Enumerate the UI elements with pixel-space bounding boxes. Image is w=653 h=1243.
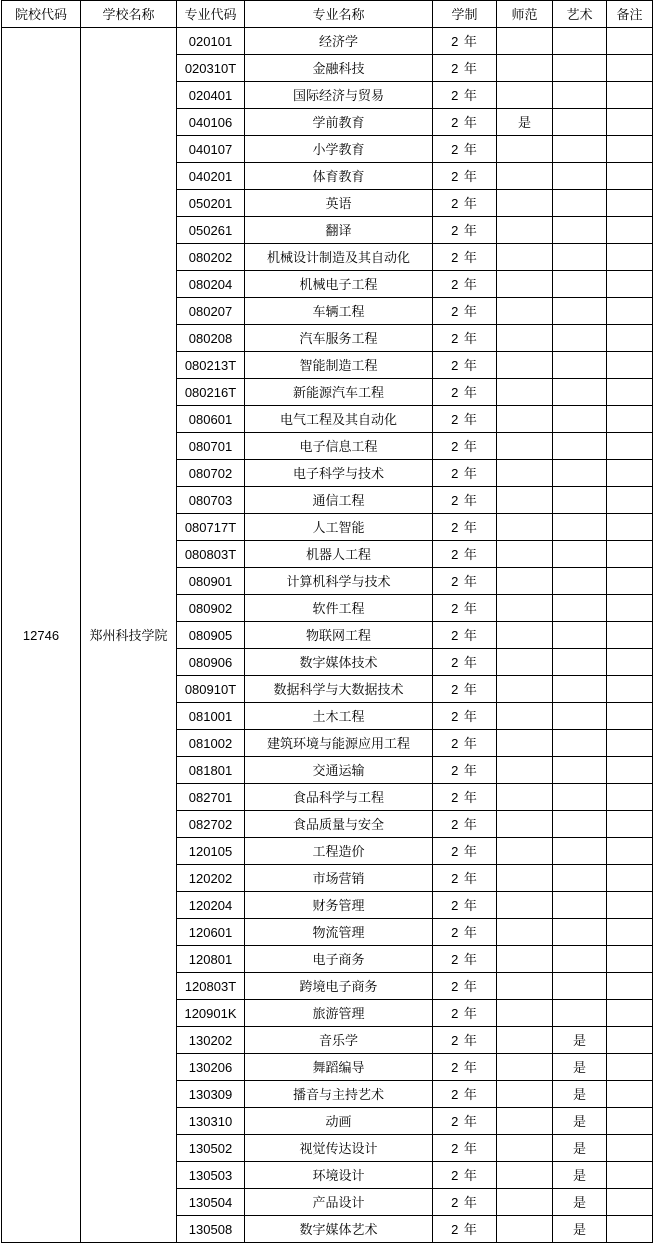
normal-education-cell <box>497 811 553 838</box>
study-length-cell: 2 年 <box>433 1162 497 1189</box>
art-cell <box>553 1000 607 1027</box>
major-name-cell: 数据科学与大数据技术 <box>245 676 433 703</box>
study-length-cell: 2 年 <box>433 1189 497 1216</box>
major-code-cell: 130503 <box>177 1162 245 1189</box>
normal-education-cell <box>497 217 553 244</box>
art-cell <box>553 109 607 136</box>
art-cell <box>553 622 607 649</box>
normal-education-cell <box>497 973 553 1000</box>
study-length-cell: 2 年 <box>433 622 497 649</box>
major-name-cell: 物流管理 <box>245 919 433 946</box>
header-art: 艺术 <box>553 1 607 28</box>
normal-education-cell <box>497 136 553 163</box>
header-major-code: 专业代码 <box>177 1 245 28</box>
remark-cell <box>607 892 653 919</box>
study-length-cell: 2 年 <box>433 838 497 865</box>
header-study-length: 学制 <box>433 1 497 28</box>
major-code-cell: 040201 <box>177 163 245 190</box>
header-remark: 备注 <box>607 1 653 28</box>
major-code-cell: 040107 <box>177 136 245 163</box>
remark-cell <box>607 379 653 406</box>
major-name-cell: 播音与主持艺术 <box>245 1081 433 1108</box>
remark-cell <box>607 1054 653 1081</box>
major-code-cell: 120204 <box>177 892 245 919</box>
normal-education-cell <box>497 703 553 730</box>
study-length-cell: 2 年 <box>433 1027 497 1054</box>
art-cell <box>553 838 607 865</box>
major-code-cell: 130309 <box>177 1081 245 1108</box>
art-cell <box>553 919 607 946</box>
major-code-cell: 020401 <box>177 82 245 109</box>
study-length-cell: 2 年 <box>433 136 497 163</box>
major-code-cell: 080703 <box>177 487 245 514</box>
normal-education-cell <box>497 892 553 919</box>
art-cell <box>553 865 607 892</box>
study-length-cell: 2 年 <box>433 568 497 595</box>
art-cell <box>553 325 607 352</box>
major-name-cell: 国际经济与贸易 <box>245 82 433 109</box>
normal-education-cell <box>497 244 553 271</box>
remark-cell <box>607 28 653 55</box>
remark-cell <box>607 82 653 109</box>
study-length-cell: 2 年 <box>433 649 497 676</box>
art-cell: 是 <box>553 1189 607 1216</box>
study-length-cell: 2 年 <box>433 676 497 703</box>
normal-education-cell <box>497 595 553 622</box>
study-length-cell: 2 年 <box>433 1216 497 1243</box>
art-cell <box>553 163 607 190</box>
major-name-cell: 电子信息工程 <box>245 433 433 460</box>
art-cell <box>553 352 607 379</box>
major-code-cell: 081001 <box>177 703 245 730</box>
art-cell <box>553 730 607 757</box>
art-cell <box>553 757 607 784</box>
art-cell <box>553 487 607 514</box>
art-cell <box>553 784 607 811</box>
major-code-cell: 040106 <box>177 109 245 136</box>
normal-education-cell <box>497 649 553 676</box>
remark-cell <box>607 973 653 1000</box>
major-name-cell: 数字媒体艺术 <box>245 1216 433 1243</box>
study-length-cell: 2 年 <box>433 919 497 946</box>
table-row <box>2 28 653 55</box>
remark-cell <box>607 217 653 244</box>
normal-education-cell: 是 <box>497 109 553 136</box>
normal-education-cell <box>497 406 553 433</box>
art-cell <box>553 379 607 406</box>
major-name-cell: 电子商务 <box>245 946 433 973</box>
normal-education-cell <box>497 352 553 379</box>
remark-cell <box>607 487 653 514</box>
major-name-cell: 小学教育 <box>245 136 433 163</box>
study-length-cell: 2 年 <box>433 757 497 784</box>
study-length-cell: 2 年 <box>433 703 497 730</box>
major-name-cell: 经济学 <box>245 28 433 55</box>
remark-cell <box>607 1081 653 1108</box>
major-code-cell: 080213T <box>177 352 245 379</box>
major-name-cell: 财务管理 <box>245 892 433 919</box>
major-name-cell: 机械设计制造及其自动化 <box>245 244 433 271</box>
major-code-cell: 080701 <box>177 433 245 460</box>
study-length-cell: 2 年 <box>433 541 497 568</box>
major-code-cell: 130206 <box>177 1054 245 1081</box>
major-code-cell: 081801 <box>177 757 245 784</box>
remark-cell <box>607 352 653 379</box>
normal-education-cell <box>497 784 553 811</box>
art-cell <box>553 568 607 595</box>
art-cell <box>553 649 607 676</box>
major-code-cell: 080905 <box>177 622 245 649</box>
major-name-cell: 旅游管理 <box>245 1000 433 1027</box>
major-code-cell: 080601 <box>177 406 245 433</box>
major-name-cell: 计算机科学与技术 <box>245 568 433 595</box>
remark-cell <box>607 838 653 865</box>
art-cell <box>553 271 607 298</box>
major-code-cell: 080906 <box>177 649 245 676</box>
major-name-cell: 通信工程 <box>245 487 433 514</box>
normal-education-cell <box>497 433 553 460</box>
major-code-cell: 120601 <box>177 919 245 946</box>
header-major-name: 专业名称 <box>245 1 433 28</box>
major-code-cell: 080910T <box>177 676 245 703</box>
art-cell: 是 <box>553 1054 607 1081</box>
art-cell <box>553 190 607 217</box>
art-cell <box>553 811 607 838</box>
remark-cell <box>607 460 653 487</box>
major-code-cell: 120801 <box>177 946 245 973</box>
major-code-cell: 130310 <box>177 1108 245 1135</box>
header-school-name: 学校名称 <box>81 1 177 28</box>
remark-cell <box>607 919 653 946</box>
major-code-cell: 130502 <box>177 1135 245 1162</box>
major-name-cell: 食品科学与工程 <box>245 784 433 811</box>
study-length-cell: 2 年 <box>433 271 497 298</box>
art-cell: 是 <box>553 1108 607 1135</box>
study-length-cell: 2 年 <box>433 190 497 217</box>
study-length-cell: 2 年 <box>433 892 497 919</box>
normal-education-cell <box>497 460 553 487</box>
study-length-cell: 2 年 <box>433 1135 497 1162</box>
art-cell <box>553 946 607 973</box>
normal-education-cell <box>497 514 553 541</box>
normal-education-cell <box>497 1081 553 1108</box>
remark-cell <box>607 1162 653 1189</box>
art-cell: 是 <box>553 1162 607 1189</box>
art-cell <box>553 514 607 541</box>
study-length-cell: 2 年 <box>433 298 497 325</box>
normal-education-cell <box>497 1108 553 1135</box>
remark-cell <box>607 298 653 325</box>
major-code-cell: 082702 <box>177 811 245 838</box>
remark-cell <box>607 109 653 136</box>
art-cell <box>553 460 607 487</box>
remark-cell <box>607 784 653 811</box>
study-length-cell: 2 年 <box>433 784 497 811</box>
study-length-cell: 2 年 <box>433 460 497 487</box>
normal-education-cell <box>497 325 553 352</box>
remark-cell <box>607 271 653 298</box>
major-code-cell: 080216T <box>177 379 245 406</box>
remark-cell <box>607 1027 653 1054</box>
normal-education-cell <box>497 1216 553 1243</box>
remark-cell <box>607 1108 653 1135</box>
remark-cell <box>607 1135 653 1162</box>
art-cell <box>553 406 607 433</box>
major-name-cell: 工程造价 <box>245 838 433 865</box>
art-cell <box>553 217 607 244</box>
major-code-cell: 080208 <box>177 325 245 352</box>
major-name-cell: 舞蹈编导 <box>245 1054 433 1081</box>
major-name-cell: 汽车服务工程 <box>245 325 433 352</box>
major-code-cell: 080717T <box>177 514 245 541</box>
major-name-cell: 学前教育 <box>245 109 433 136</box>
art-cell <box>553 973 607 1000</box>
study-length-cell: 2 年 <box>433 55 497 82</box>
normal-education-cell <box>497 838 553 865</box>
remark-cell <box>607 811 653 838</box>
remark-cell <box>607 406 653 433</box>
normal-education-cell <box>497 379 553 406</box>
art-cell <box>553 55 607 82</box>
study-length-cell: 2 年 <box>433 730 497 757</box>
study-length-cell: 2 年 <box>433 1108 497 1135</box>
remark-cell <box>607 190 653 217</box>
major-code-cell: 120105 <box>177 838 245 865</box>
major-code-cell: 130508 <box>177 1216 245 1243</box>
school-name-cell: 郑州科技学院 <box>81 28 177 1243</box>
major-name-cell: 食品质量与安全 <box>245 811 433 838</box>
major-code-cell: 082701 <box>177 784 245 811</box>
normal-education-cell <box>497 298 553 325</box>
remark-cell <box>607 1216 653 1243</box>
normal-education-cell <box>497 1135 553 1162</box>
study-length-cell: 2 年 <box>433 28 497 55</box>
institution-code-cell: 12746 <box>2 28 81 1243</box>
remark-cell <box>607 244 653 271</box>
major-name-cell: 人工智能 <box>245 514 433 541</box>
remark-cell <box>607 1000 653 1027</box>
major-name-cell: 翻译 <box>245 217 433 244</box>
normal-education-cell <box>497 919 553 946</box>
normal-education-cell <box>497 568 553 595</box>
normal-education-cell <box>497 55 553 82</box>
normal-education-cell <box>497 82 553 109</box>
art-cell <box>553 82 607 109</box>
remark-cell <box>607 325 653 352</box>
normal-education-cell <box>497 946 553 973</box>
study-length-cell: 2 年 <box>433 163 497 190</box>
major-code-cell: 080702 <box>177 460 245 487</box>
major-name-cell: 机器人工程 <box>245 541 433 568</box>
normal-education-cell <box>497 28 553 55</box>
major-code-cell: 080803T <box>177 541 245 568</box>
remark-cell <box>607 730 653 757</box>
remark-cell <box>607 136 653 163</box>
art-cell <box>553 28 607 55</box>
normal-education-cell <box>497 487 553 514</box>
remark-cell <box>607 946 653 973</box>
major-name-cell: 机械电子工程 <box>245 271 433 298</box>
major-name-cell: 建筑环境与能源应用工程 <box>245 730 433 757</box>
study-length-cell: 2 年 <box>433 946 497 973</box>
major-code-cell: 130202 <box>177 1027 245 1054</box>
normal-education-cell <box>497 730 553 757</box>
study-length-cell: 2 年 <box>433 1000 497 1027</box>
study-length-cell: 2 年 <box>433 406 497 433</box>
major-code-cell: 050201 <box>177 190 245 217</box>
major-code-cell: 020101 <box>177 28 245 55</box>
major-code-cell: 080204 <box>177 271 245 298</box>
major-name-cell: 产品设计 <box>245 1189 433 1216</box>
table-header <box>2 1 653 28</box>
major-name-cell: 动画 <box>245 1108 433 1135</box>
major-code-cell: 020310T <box>177 55 245 82</box>
study-length-cell: 2 年 <box>433 352 497 379</box>
study-length-cell: 2 年 <box>433 325 497 352</box>
major-name-cell: 土木工程 <box>245 703 433 730</box>
normal-education-cell <box>497 622 553 649</box>
study-length-cell: 2 年 <box>433 595 497 622</box>
study-length-cell: 2 年 <box>433 244 497 271</box>
normal-education-cell <box>497 1000 553 1027</box>
art-cell <box>553 298 607 325</box>
normal-education-cell <box>497 1162 553 1189</box>
major-code-cell: 120202 <box>177 865 245 892</box>
study-length-cell: 2 年 <box>433 514 497 541</box>
major-name-cell: 电子科学与技术 <box>245 460 433 487</box>
study-length-cell: 2 年 <box>433 487 497 514</box>
study-length-cell: 2 年 <box>433 217 497 244</box>
major-code-cell: 080202 <box>177 244 245 271</box>
header-row <box>2 1 653 28</box>
remark-cell <box>607 1189 653 1216</box>
major-name-cell: 数字媒体技术 <box>245 649 433 676</box>
major-name-cell: 跨境电子商务 <box>245 973 433 1000</box>
study-length-cell: 2 年 <box>433 379 497 406</box>
majors-table <box>1 0 653 1243</box>
art-cell <box>553 892 607 919</box>
remark-cell <box>607 757 653 784</box>
art-cell: 是 <box>553 1216 607 1243</box>
header-institution-code: 院校代码 <box>2 1 81 28</box>
normal-education-cell <box>497 757 553 784</box>
remark-cell <box>607 676 653 703</box>
major-name-cell: 新能源汽车工程 <box>245 379 433 406</box>
art-cell <box>553 595 607 622</box>
study-length-cell: 2 年 <box>433 433 497 460</box>
normal-education-cell <box>497 865 553 892</box>
major-code-cell: 080207 <box>177 298 245 325</box>
major-name-cell: 电气工程及其自动化 <box>245 406 433 433</box>
major-name-cell: 交通运输 <box>245 757 433 784</box>
major-name-cell: 体育教育 <box>245 163 433 190</box>
art-cell <box>553 433 607 460</box>
normal-education-cell <box>497 1189 553 1216</box>
art-cell <box>553 244 607 271</box>
study-length-cell: 2 年 <box>433 973 497 1000</box>
art-cell <box>553 703 607 730</box>
major-name-cell: 视觉传达设计 <box>245 1135 433 1162</box>
major-code-cell: 120803T <box>177 973 245 1000</box>
remark-cell <box>607 622 653 649</box>
major-code-cell: 081002 <box>177 730 245 757</box>
normal-education-cell <box>497 541 553 568</box>
major-name-cell: 英语 <box>245 190 433 217</box>
remark-cell <box>607 703 653 730</box>
art-cell: 是 <box>553 1135 607 1162</box>
art-cell: 是 <box>553 1027 607 1054</box>
major-code-cell: 080901 <box>177 568 245 595</box>
art-cell <box>553 676 607 703</box>
study-length-cell: 2 年 <box>433 109 497 136</box>
major-name-cell: 金融科技 <box>245 55 433 82</box>
remark-cell <box>607 55 653 82</box>
major-code-cell: 130504 <box>177 1189 245 1216</box>
normal-education-cell <box>497 271 553 298</box>
header-normal-education: 师范 <box>497 1 553 28</box>
study-length-cell: 2 年 <box>433 865 497 892</box>
study-length-cell: 2 年 <box>433 1081 497 1108</box>
remark-cell <box>607 163 653 190</box>
major-name-cell: 智能制造工程 <box>245 352 433 379</box>
remark-cell <box>607 649 653 676</box>
study-length-cell: 2 年 <box>433 82 497 109</box>
study-length-cell: 2 年 <box>433 811 497 838</box>
normal-education-cell <box>497 676 553 703</box>
study-length-cell: 2 年 <box>433 1054 497 1081</box>
major-name-cell: 软件工程 <box>245 595 433 622</box>
normal-education-cell <box>497 163 553 190</box>
major-name-cell: 市场营销 <box>245 865 433 892</box>
art-cell <box>553 136 607 163</box>
remark-cell <box>607 433 653 460</box>
major-name-cell: 环境设计 <box>245 1162 433 1189</box>
major-code-cell: 080902 <box>177 595 245 622</box>
remark-cell <box>607 514 653 541</box>
art-cell <box>553 541 607 568</box>
remark-cell <box>607 541 653 568</box>
major-code-cell: 050261 <box>177 217 245 244</box>
major-name-cell: 音乐学 <box>245 1027 433 1054</box>
normal-education-cell <box>497 1054 553 1081</box>
major-code-cell: 120901K <box>177 1000 245 1027</box>
normal-education-cell <box>497 1027 553 1054</box>
remark-cell <box>607 865 653 892</box>
art-cell: 是 <box>553 1081 607 1108</box>
major-name-cell: 物联网工程 <box>245 622 433 649</box>
remark-cell <box>607 568 653 595</box>
table-body <box>2 28 653 1243</box>
major-name-cell: 车辆工程 <box>245 298 433 325</box>
normal-education-cell <box>497 190 553 217</box>
remark-cell <box>607 595 653 622</box>
